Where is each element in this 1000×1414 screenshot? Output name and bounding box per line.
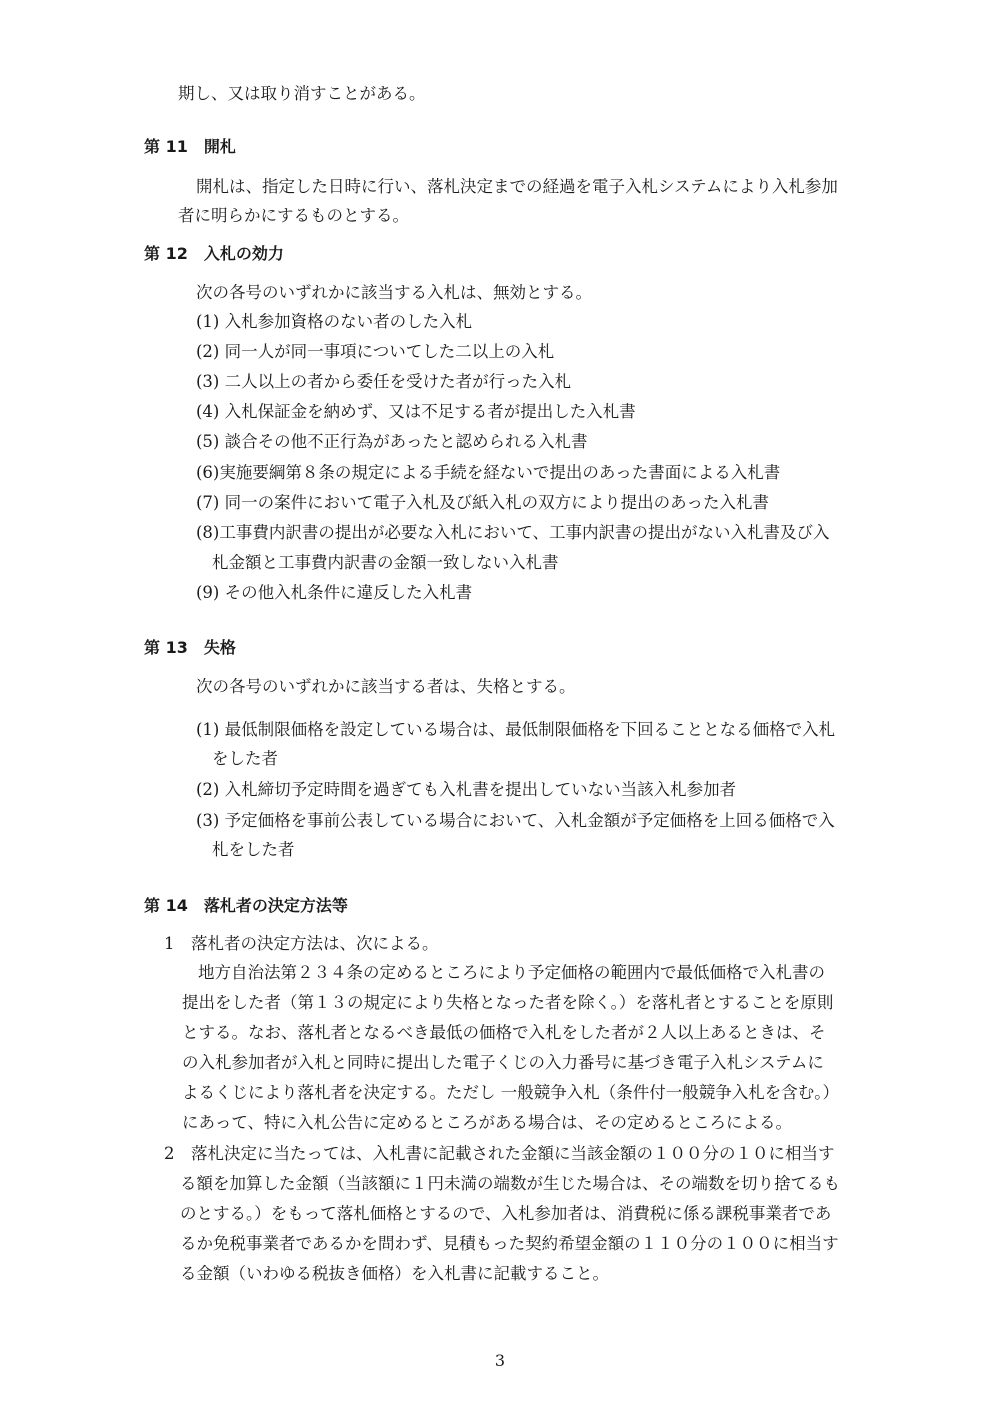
section-14-paragraph-1-line: とする。なお、落札者となるべき最低の価格で入札をした者が２人以上あるときは、そ: [182, 1023, 826, 1042]
section-13-intro: 次の各号のいずれかに該当する者は、失格とする。: [196, 677, 576, 696]
section-11-heading: 第 11 開札: [144, 137, 236, 156]
section-13-item-continuation: 札をした者: [212, 840, 295, 859]
section-12-item: (8)工事費内訳書の提出が必要な入札において、工事内訳書の提出がない入札書及び入: [196, 523, 830, 542]
section-12-item: (2) 同一人が同一事項についてした二以上の入札: [196, 342, 555, 361]
section-12-item: (4) 入札保証金を納めず、又は不足する者が提出した入札書: [196, 402, 636, 421]
section-12-item: (3) 二人以上の者から委任を受けた者が行った入札: [196, 372, 572, 391]
section-11-body-line: 者に明らかにするものとする。: [178, 206, 409, 225]
section-14-paragraph-1-line: にあって、特に入札公告に定めるところがある場合は、その定めるところによる。: [182, 1113, 793, 1132]
section-14-paragraph-1-line: 地方自治法第２３４条の定めるところにより予定価格の範囲内で最低価格で入札書の: [198, 963, 825, 982]
section-14-paragraph-2-line: るか免税事業者であるかを問わず、見積もった契約希望金額の１１０分の１００に相当す: [180, 1234, 839, 1253]
intro-line: 期し、又は取り消すことがある。: [178, 84, 426, 103]
section-13-item: (2) 入札締切予定時間を過ぎても入札書を提出していない当該入札参加者: [196, 780, 737, 799]
section-14-paragraph-1-heading: 1 落札者の決定方法は、次による。: [164, 934, 439, 953]
section-14-paragraph-1-line: よるくじにより落札者を決定する。ただし 一般競争入札（条件付一般競争入札を含む。）: [182, 1083, 839, 1102]
section-14-paragraph-1-line: 提出をした者（第１３の規定により失格となった者を除く。）を落札者とすることを原則: [182, 993, 834, 1012]
section-14-paragraph-2-line: 2 落札決定に当たっては、入札書に記載された金額に当該金額の１００分の１０に相当す: [164, 1144, 835, 1163]
section-14-paragraph-1-line: の入札参加者が入札と同時に提出した電子くじの入力番号に基づき電子入札システムに: [182, 1053, 824, 1072]
section-14-paragraph-2-line: のとする。）をもって落札価格とするので、入札参加者は、消費税に係る課税事業者であ: [180, 1204, 832, 1223]
section-13-heading: 第 13 失格: [144, 638, 236, 657]
section-12-item: (9) その他入札条件に違反した入札書: [196, 583, 473, 602]
section-13-item: (1) 最低制限価格を設定している場合は、最低制限価格を下回ることとなる価格で入札: [196, 720, 836, 739]
section-12-item: (7) 同一の案件において電子入札及び紙入札の双方により提出のあった入札書: [196, 493, 769, 512]
section-12-item: (6)実施要綱第８条の規定による手続を経ないで提出のあった書面による入札書: [196, 463, 781, 482]
section-14-paragraph-2-line: る金額（いわゆる税抜き価格）を入札書に記載すること。: [180, 1264, 609, 1283]
section-12-item: (5) 談合その他不正行為があったと認められる入札書: [196, 432, 588, 451]
section-14-heading: 第 14 落札者の決定方法等: [144, 896, 348, 915]
section-12-intro: 次の各号のいずれかに該当する入札は、無効とする。: [196, 283, 592, 302]
section-12-heading: 第 12 入札の効力: [144, 244, 284, 263]
section-13-item-continuation: をした者: [212, 749, 278, 768]
section-14-paragraph-2-line: る額を加算した金額（当該額に１円未満の端数が生じた場合は、その端数を切り捨てるも: [180, 1174, 840, 1193]
section-12-item-continuation: 札金額と工事費内訳書の金額一致しない入札書: [212, 553, 559, 572]
section-11-body-line: 開札は、指定した日時に行い、落札決定までの経過を電子入札システムにより入札参加: [196, 177, 838, 196]
section-13-item: (3) 予定価格を事前公表している場合において、入札金額が予定価格を上回る価格で入: [196, 811, 835, 830]
section-12-item: (1) 入札参加資格のない者のした入札: [196, 312, 473, 331]
page-number: 3: [494, 1351, 506, 1370]
